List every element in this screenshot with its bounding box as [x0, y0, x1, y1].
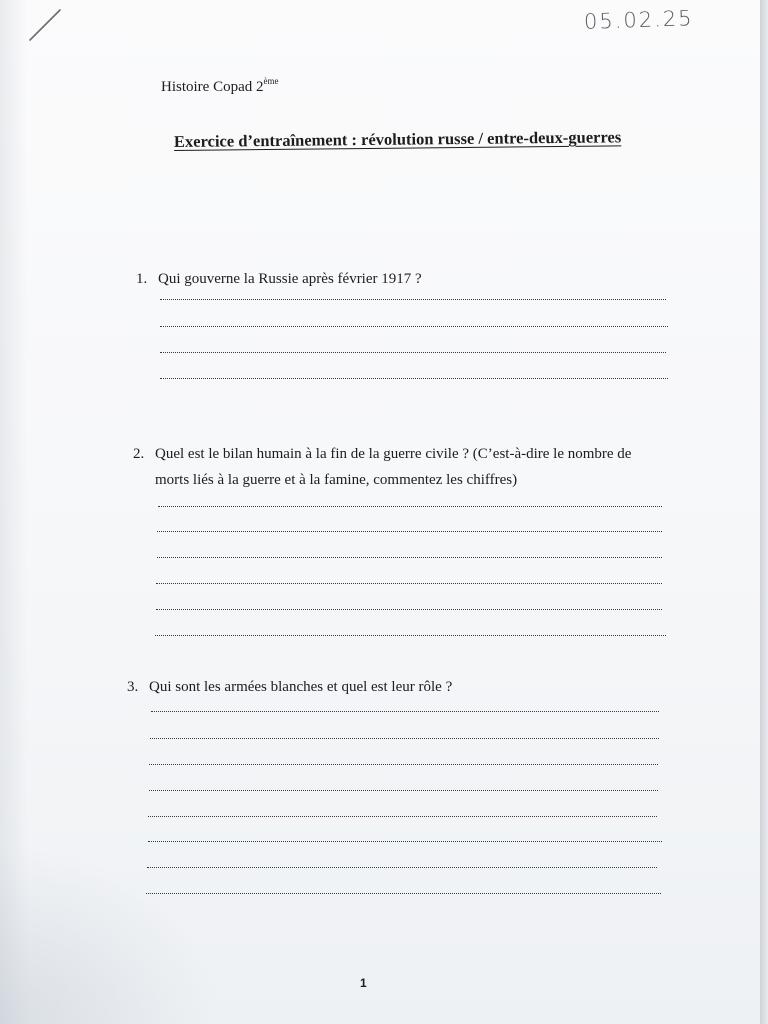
answer-line[interactable]	[160, 378, 668, 379]
question-number: 2.	[133, 446, 145, 462]
answer-line[interactable]	[148, 816, 657, 817]
answer-line[interactable]	[149, 790, 658, 791]
page-edge	[760, 0, 768, 1024]
answer-line[interactable]	[157, 531, 662, 532]
answer-line[interactable]	[146, 893, 661, 894]
answer-line[interactable]	[160, 299, 666, 300]
answer-line[interactable]	[155, 635, 666, 636]
answer-line[interactable]	[147, 867, 657, 868]
answer-line[interactable]	[151, 711, 659, 712]
question-number: 1.	[136, 271, 148, 287]
course-name: Histoire Copad 2	[161, 79, 264, 95]
course-header	[161, 76, 279, 96]
question-text: Qui gouverne la Russie après février 1917 ?	[158, 271, 422, 287]
answer-line[interactable]	[156, 609, 662, 610]
question-2	[133, 441, 631, 467]
answer-line[interactable]	[160, 352, 666, 353]
question-number: 3.	[127, 679, 139, 695]
question-text: morts liés à la guerre et à la famine, commentez les chiffres)	[155, 472, 518, 488]
answer-line[interactable]	[156, 583, 662, 584]
page-shadow-bottom	[0, 844, 220, 1024]
answer-line[interactable]	[160, 326, 668, 327]
course-superscript: ème	[263, 76, 279, 86]
answer-line[interactable]	[150, 738, 659, 739]
question-text: Qui sont les armées blanches et quel est leur rôle ?	[149, 679, 453, 695]
question-text: Quel est le bilan humain à la fin de la guerre civile ? (C’est-à-dire le nombre de	[155, 446, 632, 462]
answer-line[interactable]	[158, 506, 662, 507]
answer-line[interactable]	[149, 764, 658, 765]
question-1	[136, 266, 422, 292]
page-number: 1	[360, 976, 367, 990]
answer-line[interactable]	[148, 841, 662, 842]
pencil-stroke-mark	[28, 8, 62, 42]
exercise-title: Exercice d’entraînement : révolution russe / entre-deux-guerres	[173, 127, 622, 151]
question-3	[127, 674, 452, 700]
handwritten-date: 05.02.25	[583, 6, 694, 34]
answer-line[interactable]	[157, 557, 662, 558]
question-2-continuation	[155, 467, 517, 493]
